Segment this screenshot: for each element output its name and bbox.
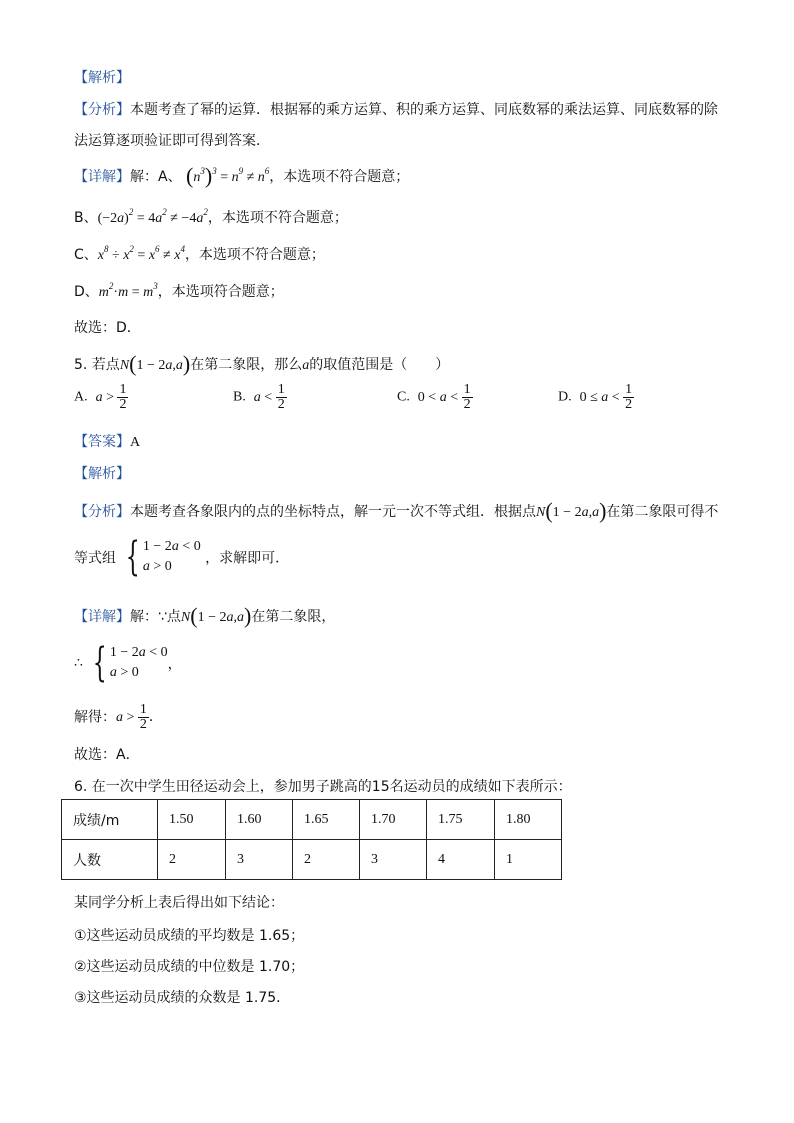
scores-table [61,799,562,880]
q4-detail-b [74,207,348,227]
option-c-suffix: ，本选项不符合题意； [184,247,325,263]
table-cell: 1 [495,840,562,880]
table-cell: 1.70 [360,800,427,840]
q5-option-b[interactable] [233,383,287,412]
option-a-prefix: 解：A、 [130,169,182,185]
answer-tag: 【答案】 [74,434,130,450]
fenxi-tag: 【分析】 [74,102,130,118]
q6-stem: 6. 在一次中学生田径运动会上，参加男子跳高的15名运动员的成绩如下表所示： [74,779,572,795]
q5-stem [74,351,449,377]
table-cell: 3 [360,840,427,880]
formula-c: $x^8 \div x^2 = x^6 \ne x^4$ [97,244,185,263]
formula-d: $m^2\cdot m = m^3$ [98,281,158,300]
table-row [62,800,562,840]
inequality-system: { 1 − 2a < 0 a > 0 [93,640,168,687]
q5-option-d[interactable] [558,383,634,412]
answer-value: A [130,435,141,450]
point-n: N(1 − 2a,a) [119,351,191,376]
jiexi-heading-q5: 【解析】 [74,466,130,482]
table-cell: 1.75 [427,800,495,840]
fenxi-text2a: 等式组 [74,550,116,567]
point-n: N(1 − 2a,a) [180,603,252,628]
q6-conclusion-2: ②这些运动员成绩的中位数是 1.70； [74,959,305,975]
fenxi-text: 本题考查了幂的运算．根据幂的乘方运算、积的乘方运算、同底数幂的乘法运算、同底数幂的除 [130,102,718,118]
option-a-label: A. [74,389,88,405]
formula-b: $(-2a)^2 = 4a^2 \ne -4a^2$ [97,207,208,226]
q4-detail-d [74,281,284,301]
q6-conclusion-1: ①这些运动员成绩的平均数是 1.65； [74,928,305,944]
option-d-suffix: ，本选项符合题意； [157,284,284,300]
option-c-label: C. [397,389,410,405]
option-d-label: D. [558,389,572,405]
fenxi-text-b: 在第二象限可得不 [606,504,719,520]
option-d-formula: 0 ≤ a < $\frac{1}{2}$ [579,382,633,412]
table-row [62,840,562,880]
option-b-prefix: B、 [74,210,98,226]
jiexi-heading-q4: 【解析】 [74,70,130,86]
table-cell: 1.60 [226,800,293,840]
table-cell: 1.65 [293,800,360,840]
formula-a: $(n^3)^3 = n^9 \ne n^6$ [186,163,270,188]
option-b-label: B. [233,389,246,405]
var-a: a [302,358,310,373]
option-c-formula: 0 < a < $\frac{1}{2}$ [417,382,471,412]
q6-analysis: 某同学分析上表后得出如下结论： [74,895,284,911]
q5-option-a[interactable] [74,383,128,412]
q5-choose: 故选：A． [74,747,140,763]
q4-choose: 故选：D． [74,320,141,336]
q5-detail-line1 [74,603,335,629]
table-cell: 1.50 [158,800,226,840]
table-cell: 2 [293,840,360,880]
q5-detail-system: ∴ { 1 − 2a < 0 a > 0 ， [74,640,182,687]
q5-stem-suffix: 的取值范围是（ ） [309,357,450,373]
table-cell: 1.80 [495,800,562,840]
option-b-suffix: ，本选项不符合题意； [207,210,348,226]
q4-analysis-line1 [74,99,718,119]
table-header-score: 成绩/m [62,800,158,840]
option-c-prefix: C、 [74,247,98,263]
q5-solution [74,703,163,732]
xiangjie-text-b: 在第二象限， [251,609,336,625]
q4-detail-a [74,163,409,189]
therefore-symbol: ∴ [74,655,83,671]
table-cell: 3 [226,840,293,880]
option-a-suffix: ，本选项不符合题意； [269,169,410,185]
table-header-count: 人数 [62,840,158,880]
q4-analysis-line2: 法运算逐项验证即可得到答案． [74,133,270,149]
inequality-system: { 1 − 2a < 0 a > 0 [126,534,201,581]
q5-answer [74,431,140,451]
xiangjie-tag: 【详解】 [74,609,130,625]
point-n: N(1 − 2a,a) [536,498,607,523]
table-cell: 4 [427,840,495,880]
table-cell: 2 [158,840,226,880]
q5-option-c[interactable] [397,383,473,412]
solve-prefix: 解得： [74,709,116,726]
xiangjie-tag: 【详解】 [74,169,130,185]
solution-formula: a > $\frac{1}{2}$ ． [116,702,163,732]
option-b-formula: a < $\frac{1}{2}$ [250,382,285,412]
fenxi-text2b: ，求解即可． [205,550,290,567]
q5-stem-mid: 在第二象限，那么 [190,357,303,373]
q4-detail-c [74,244,325,264]
q5-analysis-line1 [74,498,718,524]
q5-analysis-line2 [74,534,290,581]
xiangjie-text: 解：∵点 [130,609,181,625]
fenxi-text: 本题考查各象限内的点的坐标特点，解一元一次不等式组．根据点 [130,504,536,520]
option-a-formula: a > $\frac{1}{2}$ [92,382,127,412]
q6-conclusion-3: ③这些运动员成绩的众数是 1.75． [74,990,291,1006]
fenxi-tag: 【分析】 [74,504,130,520]
q5-stem-prefix: 5. 若点 [74,357,120,373]
option-d-prefix: D、 [74,284,99,300]
